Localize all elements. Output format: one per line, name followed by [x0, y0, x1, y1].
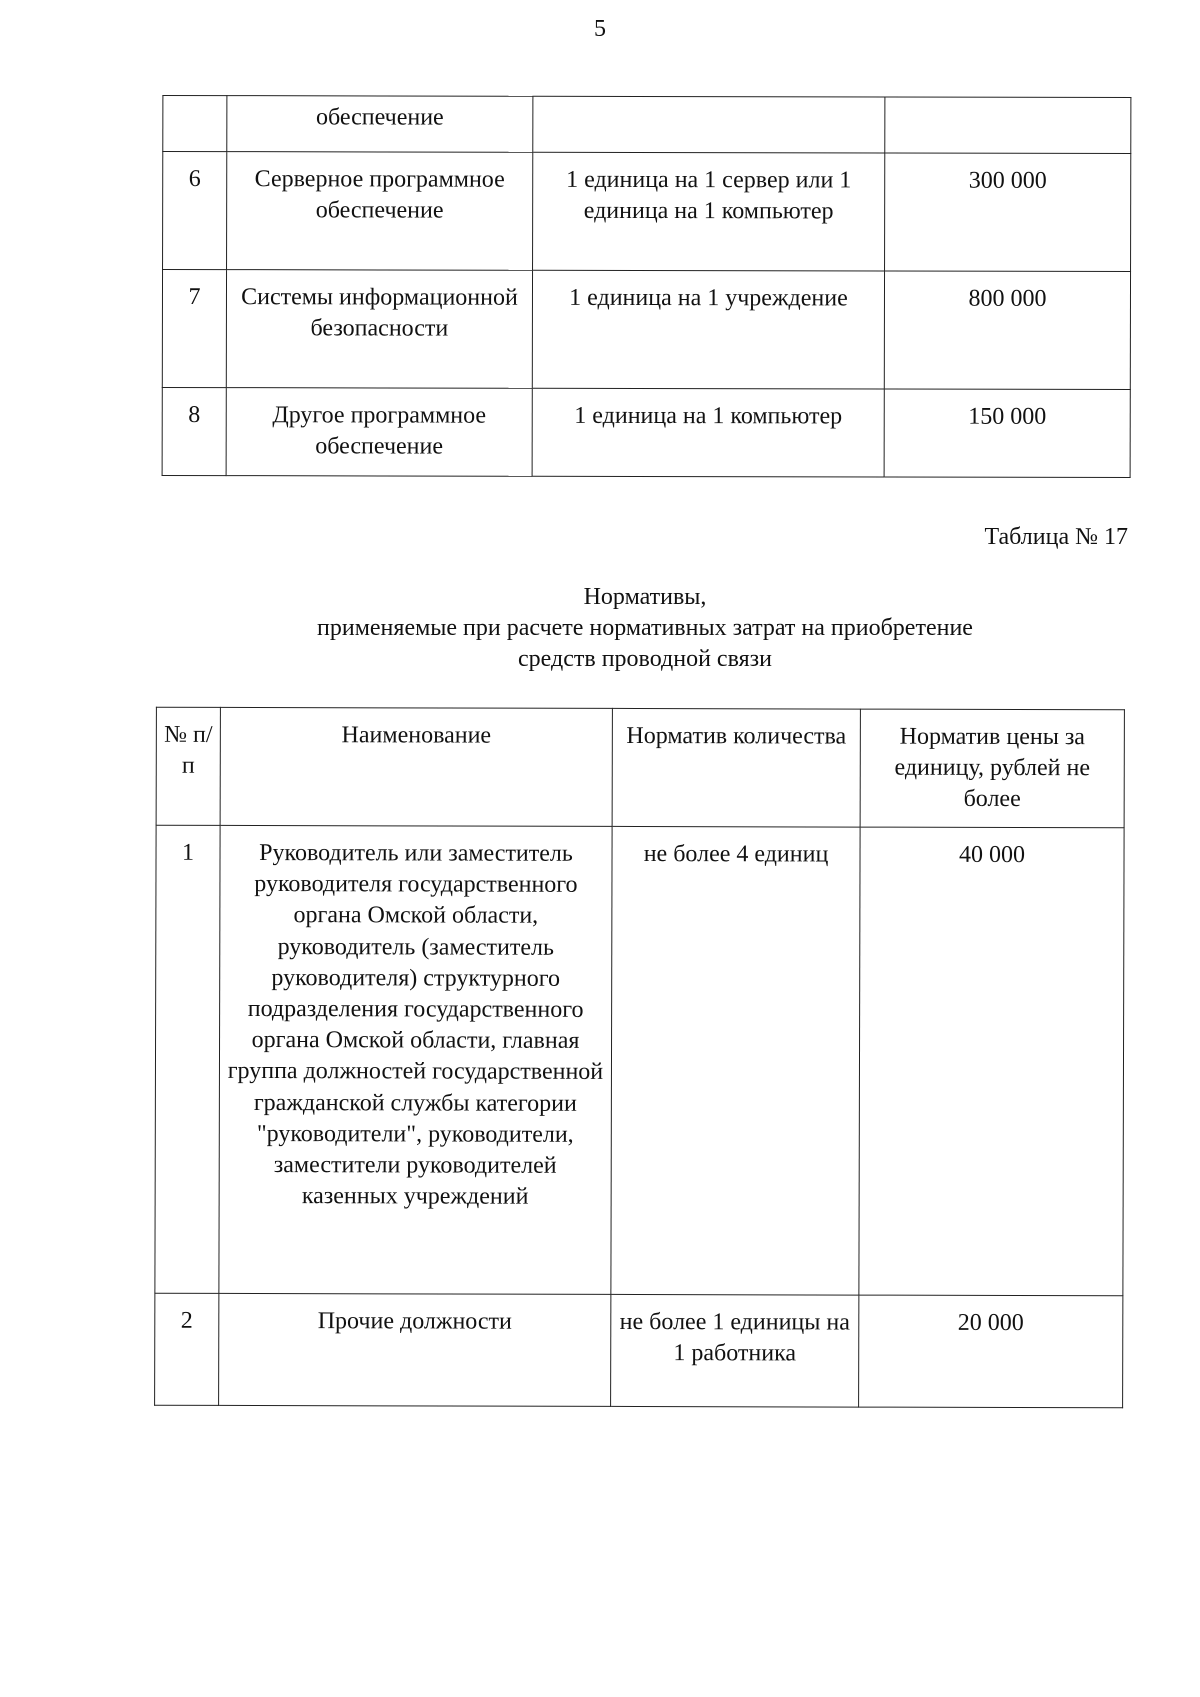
row-number	[163, 95, 227, 151]
item-name: Другое программное обеспечение	[226, 388, 532, 477]
price-norm: 150 000	[884, 389, 1130, 478]
quantity-norm: 1 единица на 1 учреждение	[532, 270, 884, 389]
table-row	[155, 1293, 1123, 1408]
table-row	[163, 95, 1131, 153]
table-row	[163, 151, 1131, 271]
table-header-row	[156, 707, 1124, 828]
table-label: Таблица № 17	[984, 524, 1128, 550]
price-norm: 300 000	[885, 153, 1131, 272]
position-name: Руководитель или заместитель руководителя государственного органа Омской области, руководитель (заместитель руководителя) структурного подразделения государственного органа Омской области, главная группа должностей государственной гражданской службы категории "руководители", руководители, заместители руководителей казенных учреждений	[219, 825, 612, 1294]
row-number: 6	[163, 151, 227, 269]
quantity-norm: 1 единица на 1 компьютер	[532, 388, 884, 477]
row-number: 8	[162, 387, 226, 475]
item-name: обеспечение	[227, 96, 533, 153]
position-name: Прочие должности	[219, 1293, 611, 1406]
title-line-1: Нормативы,	[583, 584, 707, 610]
title-line-2: применяемые при расчете нормативных затрат на приобретение	[317, 615, 973, 642]
price-norm: 40 000	[859, 827, 1124, 1296]
table-row	[162, 269, 1130, 389]
header-name: Наименование	[220, 707, 612, 826]
price-norm: 20 000	[859, 1295, 1123, 1408]
header-price: Норматив цены за единицу, рублей не более	[860, 709, 1124, 828]
software-norms-table-continuation	[162, 95, 1132, 478]
table-row	[162, 387, 1130, 477]
item-name: Серверное программное обеспечение	[227, 152, 533, 271]
price-norm	[885, 97, 1131, 154]
header-quantity: Норматив количества	[612, 708, 860, 827]
quantity-norm: 1 единица на 1 сервер или 1 единица на 1 компьютер	[533, 152, 885, 271]
quantity-norm: не более 1 единицы на 1 работника	[611, 1294, 859, 1407]
row-number: 1	[155, 825, 220, 1293]
quantity-norm	[533, 96, 885, 153]
page-number: 5	[594, 16, 606, 42]
table-title	[220, 582, 1070, 676]
quantity-norm: не более 4 единиц	[611, 826, 860, 1295]
row-number: 2	[155, 1293, 219, 1405]
table-row	[155, 825, 1124, 1296]
header-num: № п/п	[156, 707, 220, 825]
title-line-3: средств проводной связи	[518, 646, 772, 673]
wired-communication-norms-table	[154, 707, 1125, 1409]
row-number: 7	[162, 269, 226, 387]
price-norm: 800 000	[884, 271, 1130, 390]
item-name: Системы информационной безопасности	[226, 270, 532, 389]
